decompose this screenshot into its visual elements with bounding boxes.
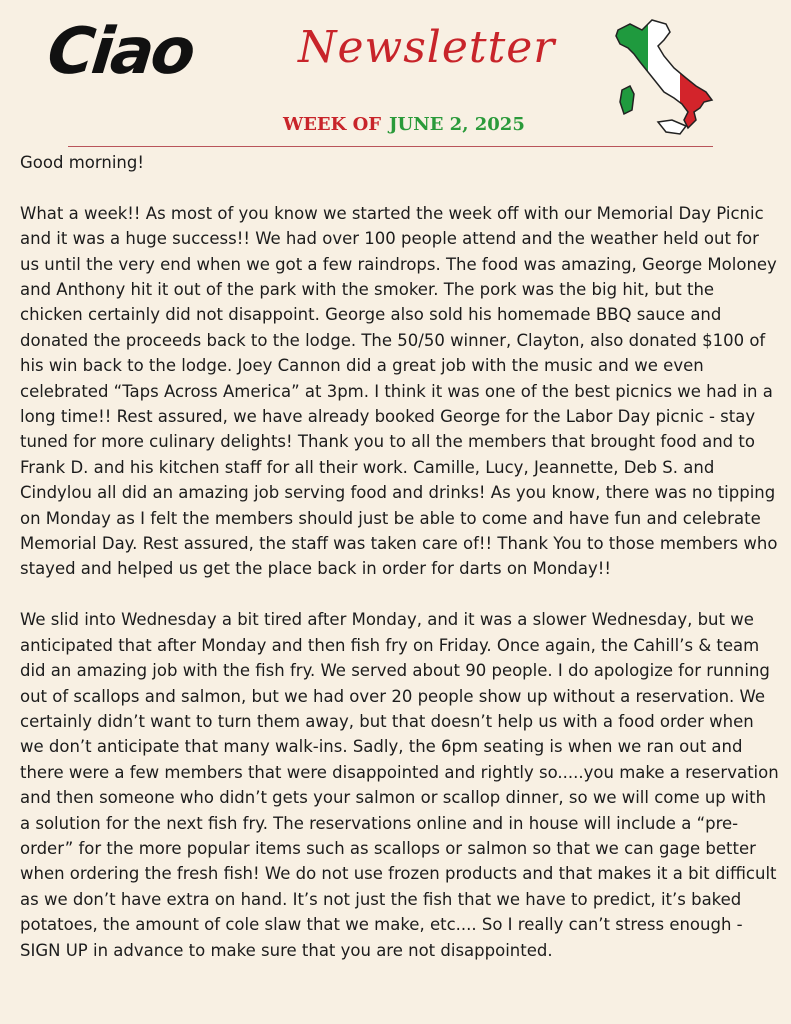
paragraph-fish-fry: We slid into Wednesday a bit tired after Monday, and it was a slower Wednesday, but we anticipated that after Monday and then fish fry on Friday. Once again, the Cahill’s & team did an amazing job with the fish fry. We served about 90 people. I do apologize for running out of scallops and salmon, but we had over 20 people show up without a reservation. We certainly didn’t want to turn them away, but that doesn’t help us with a food order when we don’t anticipate that many walk-ins. Sadly, the 6pm seating is when we ran out and there were a few members that were disappointed and rightly so.....you make a reservation and then someone who didn’t gets your salmon or scallop dinner, so we will come up with a solution for the next fish fry. The reservations online and in house will include a “pre-order” for the more popular items such as scallops or salmon so that we can gage better when ordering the fresh fish! We do not use frozen products and that makes it a bit difficult as we don’t have extra on hand. It’s not just the fish that we have to predict, it’s baked potatoes, the amount of cole slaw that we make, etc.... So I really can’t stress enough - SIGN UP in advance to make sure that you are not disappointed. xyxy=(20,610,779,960)
greeting: Good morning! xyxy=(20,153,144,172)
newsletter-title: Newsletter xyxy=(298,22,556,73)
week-of-label: WEEK OF xyxy=(283,114,382,135)
ciao-logo: Ciao xyxy=(44,15,196,89)
header-divider xyxy=(68,146,713,147)
week-of-line xyxy=(283,116,525,134)
italy-flag-map-icon xyxy=(608,16,718,140)
newsletter-body xyxy=(20,150,780,988)
week-date: JUNE 2, 2025 xyxy=(389,114,525,135)
paragraph-picnic: What a week!! As most of you know we started the week off with our Memorial Day Picnic and it was a huge success!! We had over 100 people attend and the weather held out for us until the very end when we got a few raindrops. The food was amazing, George Moloney and Anthony hit it out of the park with the smoker. The pork was the big hit, but the chicken certainly did not disappoint. George also sold his homemade BBQ sauce and donated the proceeds back to the lodge. The 50/50 winner, Clayton, also donated $100 of his win back to the lodge. Joey Cannon did a great job with the music and we even celebrated “Taps Across America” at 3pm. I think it was one of the best picnics we had in a long time!! Rest assured, we have already booked George for the Labor Day picnic - stay tuned for more culinary delights! Thank you to all the members that brought food and to Frank D. and his kitchen staff for all their work. Camille, Lucy, Jeannette, Deb S. and Cindylou all did an amazing job serving food and drinks! As you know, there was no tipping on Monday as I felt the members should just be able to come and have fun and celebrate Memorial Day. Rest assured, the staff was taken care of!! Thank You to those members who stayed and helped us get the place back in order for darts on Monday!! xyxy=(20,203,778,579)
